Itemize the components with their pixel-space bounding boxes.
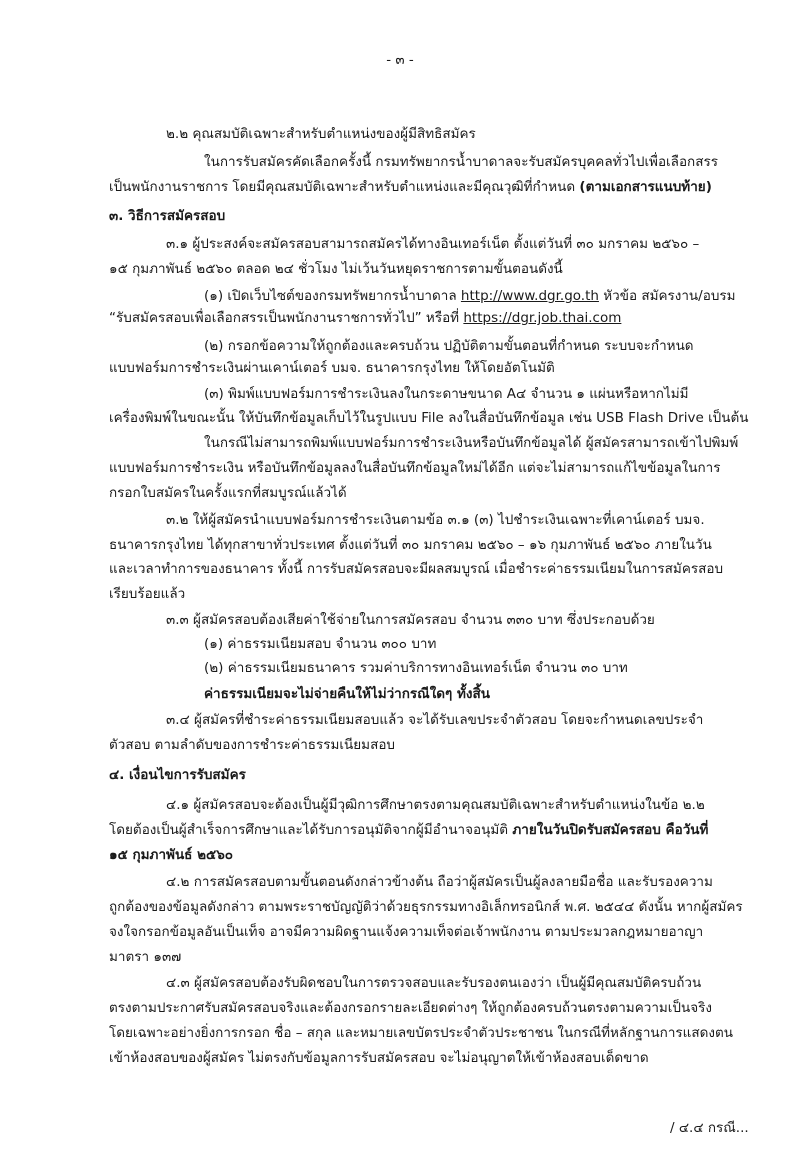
paragraph-line: เรียบร้อยแล้ว	[109, 586, 186, 602]
step-text: (๑) เปิดเว็บไซต์ของกรมทรัพยากรน้ำบาดาล	[204, 288, 457, 304]
paragraph-line: ตัวสอบ ตามลำดับของการชำระค่าธรรมเนียมสอบ	[109, 737, 395, 753]
job-website-link[interactable]: https://dgr.job.thai.com	[463, 310, 622, 326]
paragraph-text: โดยต้องเป็นผู้สำเร็จการศึกษาและได้รับการอนุมัติจากผู้มีอำนาจอนุมัติ	[109, 822, 509, 838]
paragraph-line: ๔.๒ การสมัครสอบตามขั้นตอนดังกล่าวข้างต้น ถือว่าผู้สมัครเป็นผู้ลงลายมือชื่อ และรับรองความ	[166, 874, 713, 890]
step-text: “รับสมัครสอบเพื่อเลือกสรรเป็นพนักงานราชการทั่วไป” หรือที่	[109, 310, 460, 326]
paragraph-line: ในกรณีไม่สามารถพิมพ์แบบฟอร์มการชำระเงินหรือบันทึกข้อมูลได้ ผู้สมัครสามารถเข้าไปพิมพ์	[204, 435, 739, 451]
dgr-website-link[interactable]: http://www.dgr.go.th	[460, 288, 599, 304]
paragraph-line	[109, 308, 621, 328]
paragraph-line: ตรงตามประกาศรับสมัครสอบจริงและต้องกรอกรายละเอียดต่างๆ ให้ถูกต้องครบถ้วนตรงตามความเป็นจริง	[109, 1000, 712, 1016]
paragraph-line: ๔.๑ ผู้สมัครสอบจะต้องเป็นผู้มีวุฒิการศึกษาตรงตามคุณสมบัติเฉพาะสำหรับตำแหน่งในข้อ ๒.๒	[166, 797, 705, 813]
paragraph-line: ๓.๑ ผู้ประสงค์จะสมัครสอบสามารถสมัครได้ทางอินเทอร์เน็ต ตั้งแต่วันที่ ๓๐ มกราคม ๒๕๖๐ –	[166, 236, 700, 252]
page-number: - ๓ -	[386, 52, 414, 68]
paragraph-line: ๓.๔ ผู้สมัครที่ชำระค่าธรรมเนียมสอบแล้ว จะได้รับเลขประจำตัวสอบ โดยจะกำหนดเลขประจำ	[166, 712, 704, 728]
step-text: หัวข้อ สมัครงาน/อบรม	[603, 288, 736, 304]
paragraph-line	[109, 177, 712, 197]
attachment-note: (ตามเอกสารแนบท้าย)	[579, 179, 712, 195]
section-3-heading: ๓. วิธีการสมัครสอบ	[109, 208, 226, 224]
fee-item: (๒) ค่าธรรมเนียมธนาคาร รวมค่าบริการทางอินเทอร์เน็ต จำนวน ๓๐ บาท	[204, 660, 628, 676]
section-4-heading: ๔. เงื่อนไขการรับสมัคร	[109, 767, 246, 783]
paragraph-line: มาตรา ๑๓๗	[109, 949, 182, 965]
paragraph-text: เป็นพนักงานราชการ โดยมีคุณสมบัติเฉพาะสำหรับตำแหน่งและมีคุณวุฒิที่กำหนด	[109, 179, 576, 195]
paragraph-line: แบบฟอร์มการชำระเงิน หรือบันทึกข้อมูลลงในสื่อบันทึกข้อมูลใหม่ได้อีก แต่จะไม่สามารถแก้ไขข้อมูลในการ	[109, 460, 721, 476]
paragraph-line: ในการรับสมัครคัดเลือกครั้งนี้ กรมทรัพยากรน้ำบาดาลจะรับสมัครบุคคลทั่วไปเพื่อเลือกสรร	[204, 154, 718, 170]
page-footer: / ๔.๔ กรณี...	[670, 1120, 749, 1136]
paragraph-line: ๓.๓ ผู้สมัครสอบต้องเสียค่าใช้จ่ายในการสมัครสอบ จำนวน ๓๓๐ บาท ซึ่งประกอบด้วย	[166, 612, 655, 628]
paragraph-line: ๔.๓ ผู้สมัครสอบต้องรับผิดชอบในการตรวจสอบและรับรองตนเองว่า เป็นผู้มีคุณสมบัติครบถ้วน	[166, 975, 702, 991]
paragraph-line: เครื่องพิมพ์ในขณะนั้น ให้บันทึกข้อมูลเก็บไว้ในรูปแบบ File ลงในสื่อบันทึกข้อมูล เช่น USB Flash Drive เป็นต้น	[109, 410, 749, 426]
paragraph-line: (๒) กรอกข้อความให้ถูกต้องและครบถ้วน ปฏิบัติตามขั้นตอนที่กำหนด ระบบจะกำหนด	[204, 338, 694, 354]
deadline-date: ๑๕ กุมภาพันธ์ ๒๕๖๐	[109, 847, 234, 863]
paragraph-line: (๓) พิมพ์แบบฟอร์มการชำระเงินลงในกระดาษขนาด A๔ จำนวน ๑ แผ่นหรือหากไม่มี	[204, 386, 689, 402]
paragraph-line	[204, 286, 736, 306]
no-refund-notice: ค่าธรรมเนียมจะไม่จ่ายคืนให้ไม่ว่ากรณีใดๆ ทั้งสิ้น	[204, 686, 490, 702]
paragraph-line: จงใจกรอกข้อมูลอันเป็นเท็จ อาจมีความผิดฐานแจ้งความเท็จต่อเจ้าพนักงาน ตามประมวลกฎหมายอาญา	[109, 924, 704, 940]
paragraph-line: แบบฟอร์มการชำระเงินผ่านเคาน์เตอร์ บมจ. ธนาคารกรุงไทย ให้โดยอัตโนมัติ	[109, 360, 555, 376]
paragraph-line: และเวลาทำการของธนาคาร ทั้งนี้ การรับสมัครสอบจะมีผลสมบูรณ์ เมื่อชำระค่าธรรมเนียมในการสมัครสอบ	[109, 561, 724, 577]
paragraph-line: ๓.๒ ให้ผู้สมัครนำแบบฟอร์มการชำระเงินตามข้อ ๓.๑ (๓) ไปชำระเงินเฉพาะที่เคาน์เตอร์ บมจ.	[166, 512, 705, 528]
paragraph-line: ธนาคารกรุงไทย ได้ทุกสาขาทั่วประเทศ ตั้งแต่วันที่ ๓๐ มกราคม ๒๕๖๐ – ๑๖ กุมภาพันธ์ ๒๕๖๐ ภายในวัน	[109, 537, 712, 553]
deadline-text: ภายในวันปิดรับสมัครสอบ คือวันที่	[512, 822, 709, 838]
paragraph-line	[109, 820, 708, 840]
paragraph-line: เข้าห้องสอบของผู้สมัคร ไม่ตรงกับข้อมูลการรับสมัครสอบ จะไม่อนุญาตให้เข้าห้องสอบเด็ดขาด	[109, 1050, 649, 1066]
paragraph-line: โดยเฉพาะอย่างยิ่งการกรอก ชื่อ – สกุล และหมายเลขบัตรประจำตัวประชาชน ในกรณีที่หลักฐานการแสดงตน	[109, 1025, 733, 1041]
fee-item: (๑) ค่าธรรมเนียมสอบ จำนวน ๓๐๐ บาท	[204, 636, 437, 652]
section-2-2-heading: ๒.๒ คุณสมบัติเฉพาะสำหรับตำแหน่งของผู้มีสิทธิสมัคร	[166, 126, 476, 142]
paragraph-line: กรอกใบสมัครในครั้งแรกที่สมบูรณ์แล้วได้	[109, 485, 347, 501]
paragraph-line: ๑๕ กุมภาพันธ์ ๒๕๖๐ ตลอด ๒๔ ชั่วโมง ไม่เว้นวันหยุดราชการตามขั้นตอนดังนี้	[109, 261, 563, 277]
paragraph-line: ถูกต้องของข้อมูลดังกล่าว ตามพระราชบัญญัติว่าด้วยธุรกรรมทางอิเล็กทรอนิกส์ พ.ศ. ๒๕๔๔ ดังนั้น หากผู้สมัคร	[109, 899, 743, 915]
